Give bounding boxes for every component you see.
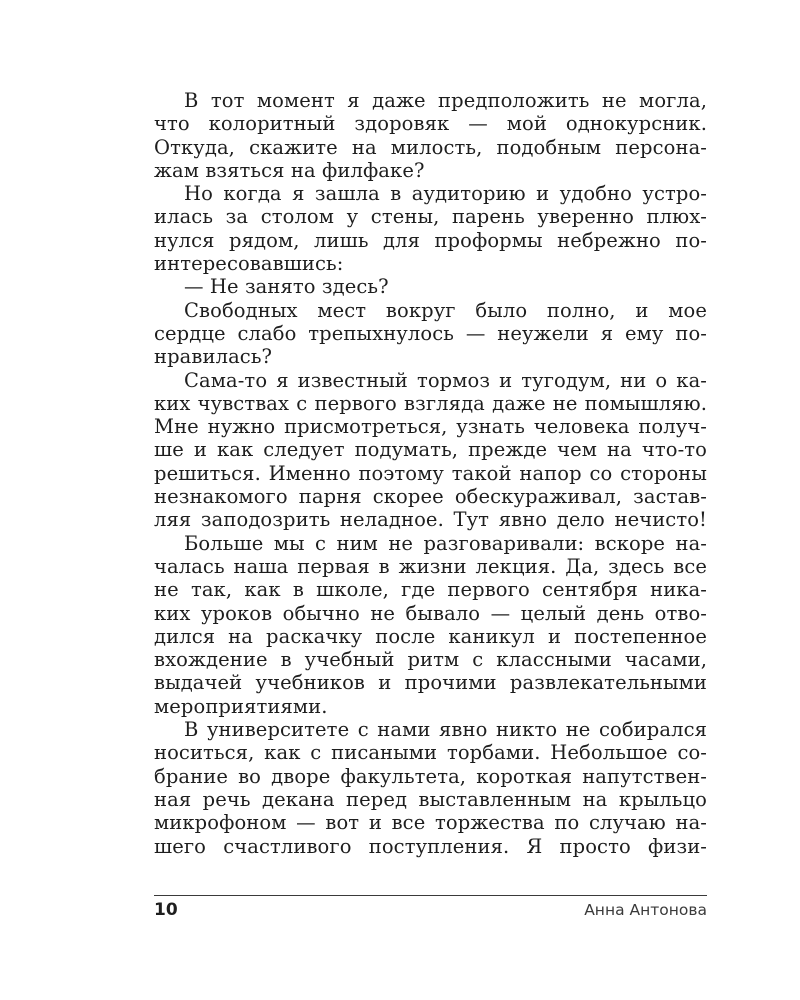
text-line: выдачей учебников и прочими развлекательными <box>154 671 707 695</box>
text-line: решиться. Именно поэтому такой напор со стороны <box>154 461 707 485</box>
text-line: ше и как следует подумать, прежде чем на что-то <box>154 438 707 462</box>
text-line: Свободных мест вокруг было полно, и мое <box>184 298 707 322</box>
text-line: ная речь декана перед выставленным на крыльцо <box>154 787 707 811</box>
text-line: ляя заподозрить неладное. Тут явно дело нечисто! <box>154 508 707 532</box>
text-line: Мне нужно присмотреться, узнать человека получ- <box>154 415 707 439</box>
text-line: В университете с нами явно никто не собирался <box>184 718 707 742</box>
text-line: ких уроков обычно не бывало — целый день отво- <box>154 601 707 625</box>
text-line: дился на раскачку после каникул и постепенное <box>154 624 707 648</box>
text-line: микрофоном — вот и все торжества по случаю на- <box>154 811 707 835</box>
text-line: В тот момент я даже предположить не могла, <box>184 89 707 112</box>
text-line: мероприятиями. <box>154 694 328 718</box>
text-line: нравилась? <box>154 345 273 369</box>
text-line: ких чувствах с первого взгляда даже не помышляю. <box>154 391 707 415</box>
text-line: интересовавшись: <box>154 252 344 276</box>
text-line: Но когда я зашла в аудиторию и удобно устро- <box>184 182 707 206</box>
text-line: илась за столом у стены, парень уверенно плюх- <box>154 205 707 229</box>
text-line: нулся рядом, лишь для проформы небрежно по- <box>154 228 707 252</box>
text-line: не так, как в школе, где первого сентября ника- <box>154 578 707 602</box>
text-line: вхождение в учебный ритм с классными часами, <box>154 648 707 672</box>
text-line: Сама-то я известный тормоз и тугодум, ни о ка- <box>184 368 707 392</box>
page-number: 10 <box>154 900 178 920</box>
text-line: чалась наша первая в жизни лекция. Да, здесь все <box>154 554 707 578</box>
running-footer-author: Анна Антонова <box>584 901 707 919</box>
text-line: шего счастливого поступления. Я просто физи- <box>154 834 707 858</box>
text-line: — Не занято здесь? <box>184 275 389 299</box>
text-line: сердце слабо трепыхнулось — неужели я ему по- <box>154 321 707 345</box>
footer-rule <box>154 895 707 896</box>
text-line: что колоритный здоровяк — мой однокурсник. <box>154 112 707 136</box>
text-line: брание во дворе факультета, короткая напутствен- <box>154 764 707 788</box>
body-text <box>154 89 707 858</box>
text-line: жам взяться на филфаке? <box>154 158 425 182</box>
text-line: Откуда, скажите на милость, подобным персона- <box>154 135 707 159</box>
text-line: Больше мы с ним не разговаривали: вскоре на- <box>184 531 707 555</box>
text-line: носиться, как с писаными торбами. Небольшое со- <box>154 741 707 765</box>
text-line: незнакомого парня скорее обескураживал, застав- <box>154 485 707 509</box>
